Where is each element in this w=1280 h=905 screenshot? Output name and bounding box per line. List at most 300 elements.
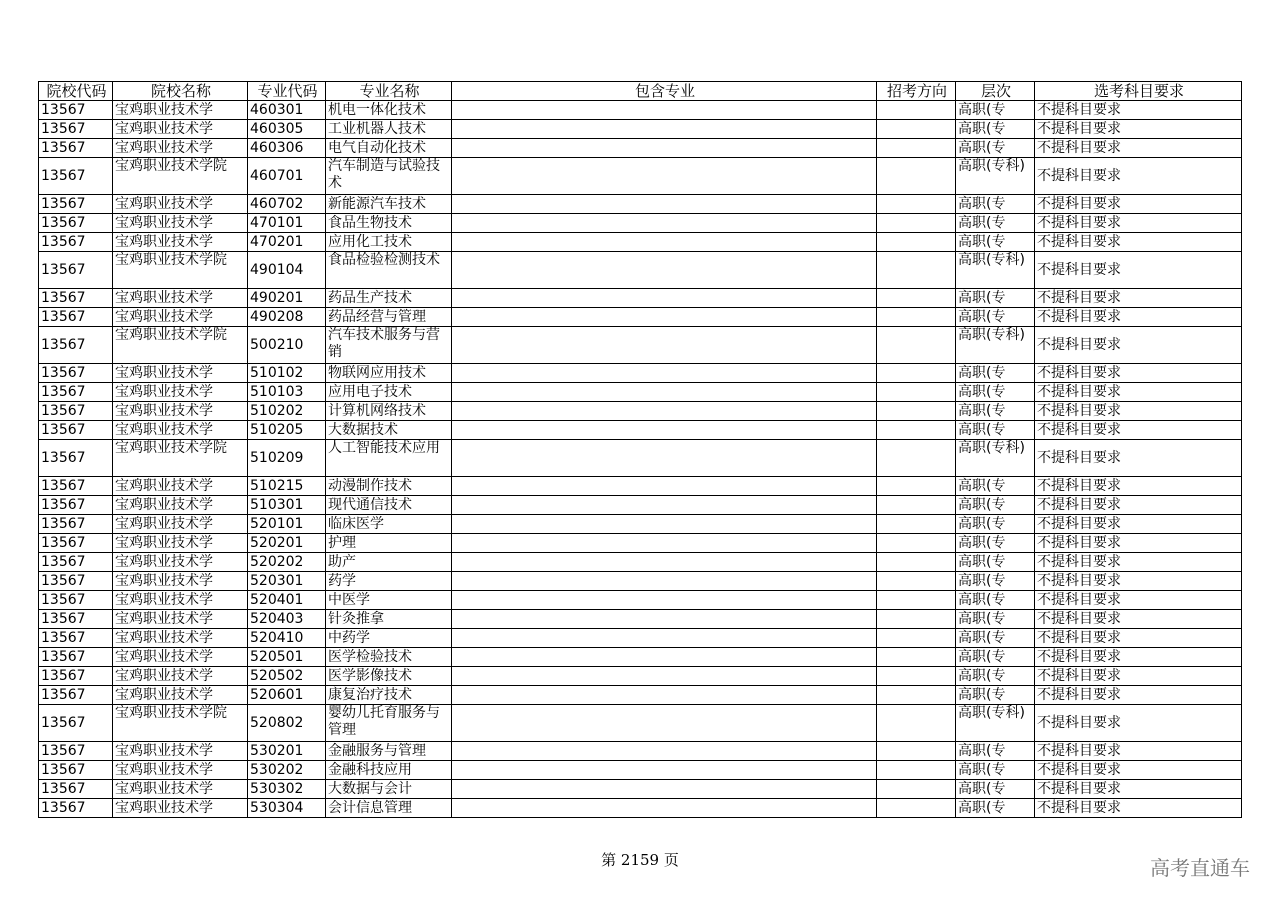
cell-level: 高职(专 (956, 289, 1035, 308)
cell-subjects: 不提科目要求 (1035, 591, 1242, 610)
cell-school-code: 13567 (39, 364, 113, 383)
table-row (39, 402, 1242, 421)
table-row (39, 553, 1242, 572)
cell-direction (877, 705, 956, 742)
cell-school-name: 宝鸡职业技术学 (113, 553, 248, 572)
cell-major-code: 460701 (248, 158, 326, 195)
cell-level: 高职(专 (956, 553, 1035, 572)
cell-direction (877, 515, 956, 534)
cell-direction (877, 440, 956, 477)
table-row (39, 648, 1242, 667)
cell-major-code: 510205 (248, 421, 326, 440)
cell-includes (452, 799, 877, 818)
cell-major-name: 应用化工技术 (326, 233, 452, 252)
cell-level: 高职(专 (956, 233, 1035, 252)
cell-school-name: 宝鸡职业技术学 (113, 780, 248, 799)
table-row (39, 686, 1242, 705)
cell-includes (452, 327, 877, 364)
cell-subjects: 不提科目要求 (1035, 327, 1242, 364)
cell-major-name: 针灸推拿 (326, 610, 452, 629)
cell-subjects: 不提科目要求 (1035, 553, 1242, 572)
cell-major-name: 医学影像技术 (326, 667, 452, 686)
table-row (39, 233, 1242, 252)
cell-level: 高职(专 (956, 648, 1035, 667)
cell-major-name: 医学检验技术 (326, 648, 452, 667)
cell-subjects: 不提科目要求 (1035, 686, 1242, 705)
cell-direction (877, 629, 956, 648)
cell-major-name: 临床医学 (326, 515, 452, 534)
page-number: 第 2159 页 (601, 851, 679, 869)
cell-school-code: 13567 (39, 591, 113, 610)
cell-major-code: 520403 (248, 610, 326, 629)
cell-subjects: 不提科目要求 (1035, 780, 1242, 799)
cell-major-code: 470101 (248, 214, 326, 233)
cell-school-name: 宝鸡职业技术学 (113, 515, 248, 534)
cell-major-code: 520101 (248, 515, 326, 534)
header-includes: 包含专业 (452, 82, 877, 101)
header-direction: 招考方向 (877, 82, 956, 101)
cell-school-name: 宝鸡职业技术学 (113, 761, 248, 780)
cell-level: 高职(专 (956, 477, 1035, 496)
cell-direction (877, 496, 956, 515)
table-row (39, 572, 1242, 591)
cell-direction (877, 327, 956, 364)
cell-includes (452, 534, 877, 553)
cell-direction (877, 214, 956, 233)
cell-school-code: 13567 (39, 515, 113, 534)
cell-includes (452, 629, 877, 648)
cell-level: 高职(专 (956, 402, 1035, 421)
table-row (39, 289, 1242, 308)
cell-subjects: 不提科目要求 (1035, 421, 1242, 440)
cell-school-code: 13567 (39, 289, 113, 308)
cell-major-name: 婴幼儿托育服务与管理 (326, 705, 452, 742)
cell-direction (877, 780, 956, 799)
table-row (39, 139, 1242, 158)
cell-level: 高职(专 (956, 515, 1035, 534)
cell-major-code: 510202 (248, 402, 326, 421)
cell-school-name: 宝鸡职业技术学 (113, 534, 248, 553)
cell-includes (452, 591, 877, 610)
cell-major-name: 药学 (326, 572, 452, 591)
cell-school-name: 宝鸡职业技术学 (113, 742, 248, 761)
cell-major-name: 康复治疗技术 (326, 686, 452, 705)
cell-school-name: 宝鸡职业技术学院 (113, 705, 248, 742)
cell-includes (452, 742, 877, 761)
cell-major-code: 530202 (248, 761, 326, 780)
cell-school-name: 宝鸡职业技术学 (113, 101, 248, 120)
cell-subjects: 不提科目要求 (1035, 496, 1242, 515)
cell-direction (877, 139, 956, 158)
cell-school-name: 宝鸡职业技术学 (113, 799, 248, 818)
cell-school-code: 13567 (39, 120, 113, 139)
cell-includes (452, 553, 877, 572)
cell-school-name: 宝鸡职业技术学 (113, 686, 248, 705)
cell-includes (452, 252, 877, 289)
cell-includes (452, 780, 877, 799)
cell-subjects: 不提科目要求 (1035, 742, 1242, 761)
cell-level: 高职(专 (956, 742, 1035, 761)
cell-includes (452, 705, 877, 742)
cell-includes (452, 477, 877, 496)
cell-subjects: 不提科目要求 (1035, 799, 1242, 818)
cell-subjects: 不提科目要求 (1035, 402, 1242, 421)
cell-school-name: 宝鸡职业技术学 (113, 139, 248, 158)
table-row (39, 534, 1242, 553)
cell-school-code: 13567 (39, 383, 113, 402)
table-row (39, 780, 1242, 799)
table-row (39, 327, 1242, 364)
table-row (39, 101, 1242, 120)
cell-includes (452, 648, 877, 667)
cell-subjects: 不提科目要求 (1035, 477, 1242, 496)
cell-major-code: 520301 (248, 572, 326, 591)
cell-includes (452, 667, 877, 686)
cell-level: 高职(专 (956, 780, 1035, 799)
table-row (39, 667, 1242, 686)
header-row (39, 82, 1242, 101)
cell-includes (452, 402, 877, 421)
cell-major-name: 汽车制造与试验技术 (326, 158, 452, 195)
cell-major-name: 药品生产技术 (326, 289, 452, 308)
cell-school-name: 宝鸡职业技术学 (113, 477, 248, 496)
cell-major-name: 会计信息管理 (326, 799, 452, 818)
cell-major-name: 中医学 (326, 591, 452, 610)
cell-subjects: 不提科目要求 (1035, 515, 1242, 534)
cell-major-name: 应用电子技术 (326, 383, 452, 402)
cell-major-code: 510215 (248, 477, 326, 496)
cell-school-name: 宝鸡职业技术学 (113, 648, 248, 667)
cell-subjects: 不提科目要求 (1035, 667, 1242, 686)
cell-includes (452, 496, 877, 515)
cell-major-code: 490201 (248, 289, 326, 308)
cell-school-name: 宝鸡职业技术学 (113, 610, 248, 629)
cell-level: 高职(专 (956, 572, 1035, 591)
header-major-code: 专业代码 (248, 82, 326, 101)
table-row (39, 120, 1242, 139)
cell-school-code: 13567 (39, 233, 113, 252)
cell-major-name: 电气自动化技术 (326, 139, 452, 158)
cell-school-code: 13567 (39, 252, 113, 289)
cell-level: 高职(专 (956, 799, 1035, 818)
cell-major-name: 工业机器人技术 (326, 120, 452, 139)
cell-includes (452, 364, 877, 383)
cell-level: 高职(专科) (956, 705, 1035, 742)
cell-subjects: 不提科目要求 (1035, 289, 1242, 308)
cell-subjects: 不提科目要求 (1035, 572, 1242, 591)
cell-level: 高职(专 (956, 761, 1035, 780)
cell-major-code: 530302 (248, 780, 326, 799)
cell-direction (877, 667, 956, 686)
cell-includes (452, 440, 877, 477)
header-school-name: 院校名称 (113, 82, 248, 101)
cell-major-name: 护理 (326, 534, 452, 553)
cell-school-name: 宝鸡职业技术学 (113, 591, 248, 610)
cell-level: 高职(专 (956, 364, 1035, 383)
cell-major-name: 人工智能技术应用 (326, 440, 452, 477)
cell-major-name: 助产 (326, 553, 452, 572)
cell-includes (452, 214, 877, 233)
cell-major-name: 大数据与会计 (326, 780, 452, 799)
cell-school-code: 13567 (39, 421, 113, 440)
cell-direction (877, 364, 956, 383)
cell-level: 高职(专 (956, 421, 1035, 440)
cell-direction (877, 799, 956, 818)
cell-direction (877, 534, 956, 553)
cell-major-code: 510102 (248, 364, 326, 383)
cell-level: 高职(专 (956, 591, 1035, 610)
cell-major-code: 520202 (248, 553, 326, 572)
cell-direction (877, 120, 956, 139)
cell-major-code: 470201 (248, 233, 326, 252)
cell-major-code: 460306 (248, 139, 326, 158)
cell-subjects: 不提科目要求 (1035, 101, 1242, 120)
table-row (39, 195, 1242, 214)
cell-level: 高职(专科) (956, 252, 1035, 289)
cell-direction (877, 686, 956, 705)
cell-subjects: 不提科目要求 (1035, 705, 1242, 742)
cell-school-name: 宝鸡职业技术学 (113, 667, 248, 686)
cell-level: 高职(专 (956, 610, 1035, 629)
cell-level: 高职(专 (956, 101, 1035, 120)
cell-major-code: 510209 (248, 440, 326, 477)
cell-school-name: 宝鸡职业技术学 (113, 120, 248, 139)
cell-major-name: 物联网应用技术 (326, 364, 452, 383)
cell-subjects: 不提科目要求 (1035, 440, 1242, 477)
cell-level: 高职(专 (956, 308, 1035, 327)
cell-direction (877, 402, 956, 421)
cell-major-name: 大数据技术 (326, 421, 452, 440)
cell-major-name: 计算机网络技术 (326, 402, 452, 421)
cell-subjects: 不提科目要求 (1035, 648, 1242, 667)
cell-direction (877, 591, 956, 610)
cell-direction (877, 383, 956, 402)
cell-subjects: 不提科目要求 (1035, 233, 1242, 252)
cell-direction (877, 553, 956, 572)
cell-school-code: 13567 (39, 610, 113, 629)
cell-direction (877, 761, 956, 780)
cell-major-name: 食品检验检测技术 (326, 252, 452, 289)
cell-major-code: 520401 (248, 591, 326, 610)
table-row (39, 761, 1242, 780)
cell-school-name: 宝鸡职业技术学院 (113, 252, 248, 289)
table-row (39, 440, 1242, 477)
cell-level: 高职(专科) (956, 158, 1035, 195)
cell-major-name: 汽车技术服务与营销 (326, 327, 452, 364)
cell-subjects: 不提科目要求 (1035, 252, 1242, 289)
cell-direction (877, 195, 956, 214)
table-row (39, 214, 1242, 233)
cell-subjects: 不提科目要求 (1035, 761, 1242, 780)
cell-major-code: 460301 (248, 101, 326, 120)
cell-school-name: 宝鸡职业技术学 (113, 629, 248, 648)
cell-direction (877, 101, 956, 120)
cell-subjects: 不提科目要求 (1035, 383, 1242, 402)
cell-direction (877, 610, 956, 629)
cell-includes (452, 610, 877, 629)
cell-includes (452, 761, 877, 780)
cell-direction (877, 308, 956, 327)
cell-major-code: 510103 (248, 383, 326, 402)
cell-subjects: 不提科目要求 (1035, 364, 1242, 383)
cell-school-code: 13567 (39, 440, 113, 477)
cell-school-code: 13567 (39, 553, 113, 572)
table-row (39, 515, 1242, 534)
cell-direction (877, 742, 956, 761)
cell-includes (452, 158, 877, 195)
cell-school-code: 13567 (39, 195, 113, 214)
table-row (39, 705, 1242, 742)
table-row (39, 496, 1242, 515)
table-row (39, 742, 1242, 761)
cell-subjects: 不提科目要求 (1035, 534, 1242, 553)
header-major-name: 专业名称 (326, 82, 452, 101)
cell-major-code: 520501 (248, 648, 326, 667)
cell-major-name: 金融科技应用 (326, 761, 452, 780)
cell-major-code: 530304 (248, 799, 326, 818)
cell-school-name: 宝鸡职业技术学 (113, 195, 248, 214)
cell-school-code: 13567 (39, 101, 113, 120)
cell-school-name: 宝鸡职业技术学 (113, 402, 248, 421)
cell-direction (877, 252, 956, 289)
cell-includes (452, 120, 877, 139)
cell-subjects: 不提科目要求 (1035, 139, 1242, 158)
cell-school-code: 13567 (39, 496, 113, 515)
cell-school-code: 13567 (39, 139, 113, 158)
cell-school-name: 宝鸡职业技术学 (113, 308, 248, 327)
cell-major-code: 520802 (248, 705, 326, 742)
cell-school-name: 宝鸡职业技术学 (113, 364, 248, 383)
cell-level: 高职(专 (956, 383, 1035, 402)
cell-direction (877, 289, 956, 308)
cell-level: 高职(专 (956, 195, 1035, 214)
cell-includes (452, 421, 877, 440)
cell-school-name: 宝鸡职业技术学院 (113, 440, 248, 477)
cell-includes (452, 383, 877, 402)
cell-level: 高职(专 (956, 534, 1035, 553)
cell-major-name: 金融服务与管理 (326, 742, 452, 761)
cell-subjects: 不提科目要求 (1035, 610, 1242, 629)
cell-major-name: 新能源汽车技术 (326, 195, 452, 214)
cell-direction (877, 477, 956, 496)
cell-major-name: 食品生物技术 (326, 214, 452, 233)
cell-major-code: 520502 (248, 667, 326, 686)
table-row (39, 308, 1242, 327)
cell-school-code: 13567 (39, 799, 113, 818)
cell-major-code: 520601 (248, 686, 326, 705)
cell-includes (452, 233, 877, 252)
cell-school-code: 13567 (39, 214, 113, 233)
cell-major-code: 490104 (248, 252, 326, 289)
cell-level: 高职(专 (956, 629, 1035, 648)
cell-school-code: 13567 (39, 780, 113, 799)
cell-subjects: 不提科目要求 (1035, 120, 1242, 139)
cell-includes (452, 101, 877, 120)
table-row (39, 610, 1242, 629)
cell-level: 高职(专 (956, 686, 1035, 705)
cell-major-code: 460702 (248, 195, 326, 214)
cell-level: 高职(专 (956, 120, 1035, 139)
cell-school-code: 13567 (39, 742, 113, 761)
cell-major-code: 520201 (248, 534, 326, 553)
cell-school-name: 宝鸡职业技术学 (113, 496, 248, 515)
cell-school-name: 宝鸡职业技术学 (113, 383, 248, 402)
cell-major-code: 500210 (248, 327, 326, 364)
table-row (39, 629, 1242, 648)
cell-includes (452, 515, 877, 534)
table-row (39, 591, 1242, 610)
cell-school-code: 13567 (39, 667, 113, 686)
header-school-code: 院校代码 (39, 82, 113, 101)
cell-major-code: 530201 (248, 742, 326, 761)
watermark: 高考直通车 (1150, 856, 1250, 880)
cell-includes (452, 139, 877, 158)
cell-subjects: 不提科目要求 (1035, 629, 1242, 648)
cell-includes (452, 289, 877, 308)
cell-school-code: 13567 (39, 477, 113, 496)
cell-level: 高职(专科) (956, 327, 1035, 364)
cell-direction (877, 233, 956, 252)
cell-major-code: 520410 (248, 629, 326, 648)
cell-includes (452, 308, 877, 327)
table-row (39, 421, 1242, 440)
cell-direction (877, 648, 956, 667)
cell-school-code: 13567 (39, 761, 113, 780)
cell-school-name: 宝鸡职业技术学院 (113, 327, 248, 364)
cell-major-name: 现代通信技术 (326, 496, 452, 515)
table-row (39, 364, 1242, 383)
header-level: 层次 (956, 82, 1035, 101)
cell-direction (877, 572, 956, 591)
table-row (39, 799, 1242, 818)
cell-school-name: 宝鸡职业技术学 (113, 421, 248, 440)
header-subjects: 选考科目要求 (1035, 82, 1242, 101)
table-row (39, 477, 1242, 496)
cell-school-code: 13567 (39, 686, 113, 705)
cell-school-code: 13567 (39, 572, 113, 591)
cell-school-name: 宝鸡职业技术学 (113, 289, 248, 308)
cell-subjects: 不提科目要求 (1035, 195, 1242, 214)
cell-school-name: 宝鸡职业技术学 (113, 572, 248, 591)
cell-school-code: 13567 (39, 327, 113, 364)
cell-direction (877, 158, 956, 195)
cell-major-code: 510301 (248, 496, 326, 515)
cell-includes (452, 195, 877, 214)
cell-direction (877, 421, 956, 440)
cell-level: 高职(专 (956, 667, 1035, 686)
cell-school-name: 宝鸡职业技术学 (113, 233, 248, 252)
table-row (39, 252, 1242, 289)
cell-school-name: 宝鸡职业技术学 (113, 214, 248, 233)
cell-includes (452, 686, 877, 705)
cell-school-code: 13567 (39, 534, 113, 553)
cell-major-code: 490208 (248, 308, 326, 327)
cell-school-code: 13567 (39, 705, 113, 742)
cell-subjects: 不提科目要求 (1035, 158, 1242, 195)
cell-subjects: 不提科目要求 (1035, 308, 1242, 327)
table-row (39, 158, 1242, 195)
cell-subjects: 不提科目要求 (1035, 214, 1242, 233)
cell-school-code: 13567 (39, 402, 113, 421)
cell-level: 高职(专科) (956, 440, 1035, 477)
cell-major-name: 中药学 (326, 629, 452, 648)
cell-includes (452, 572, 877, 591)
cell-school-code: 13567 (39, 158, 113, 195)
cell-major-name: 动漫制作技术 (326, 477, 452, 496)
cell-level: 高职(专 (956, 214, 1035, 233)
cell-school-name: 宝鸡职业技术学院 (113, 158, 248, 195)
cell-major-name: 机电一体化技术 (326, 101, 452, 120)
